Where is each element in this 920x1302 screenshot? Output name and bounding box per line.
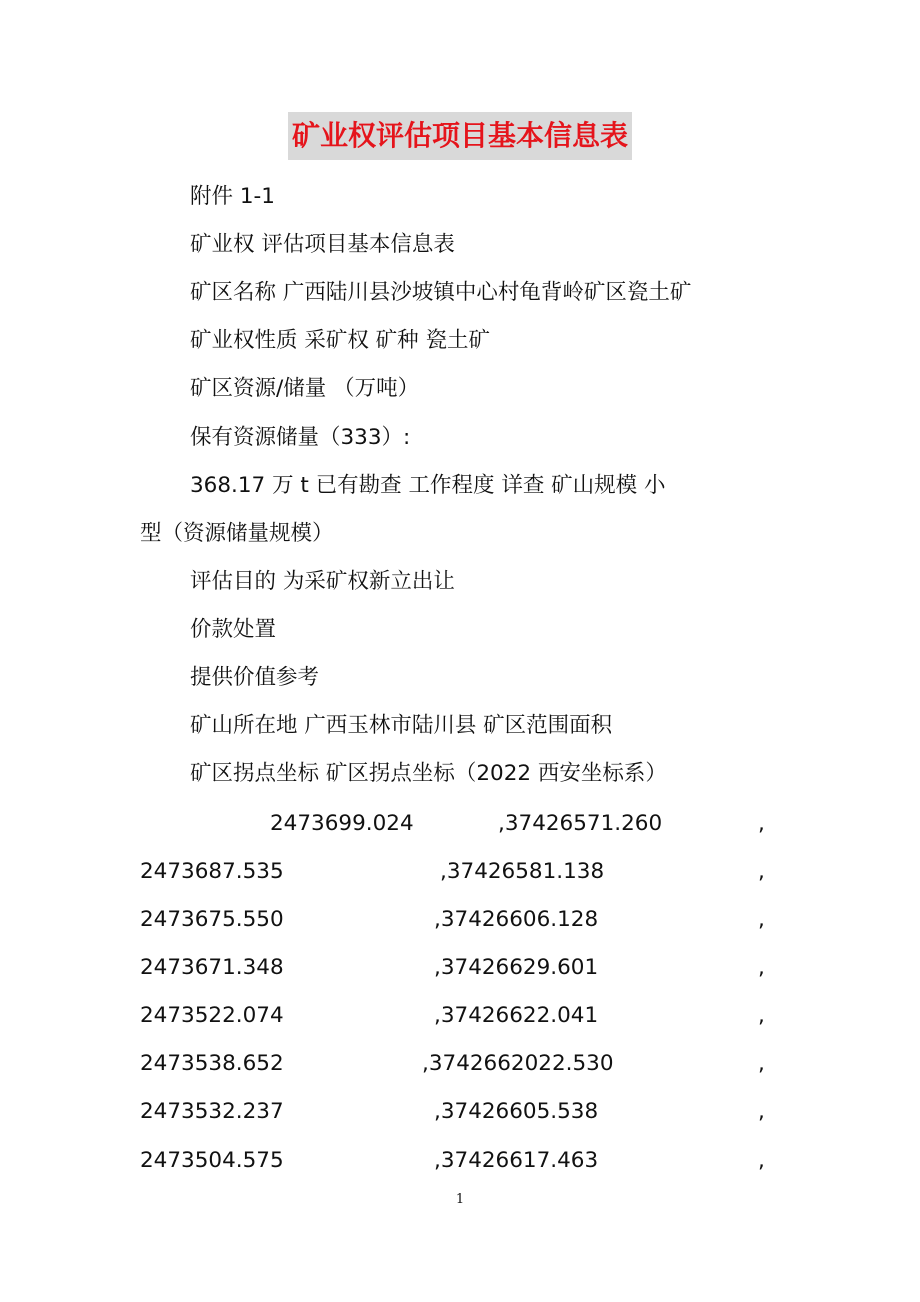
coord-row-2-y: ,37426581.138: [440, 859, 605, 884]
coord-row-6-x: 2473538.652: [140, 1051, 284, 1076]
coord-row-4-sep: ,: [758, 955, 765, 980]
coord-row-7-sep: ,: [758, 1099, 765, 1124]
coord-row-8-x: 2473504.575: [140, 1148, 284, 1173]
corner-coordinates-heading: 矿区拐点坐标 矿区拐点坐标（2022 西安坐标系）: [190, 761, 667, 786]
reserve-amount-line: 368.17 万 t 已有勘查 工作程度 详查 矿山规模 小: [190, 473, 666, 498]
mine-name-line: 矿区名称 广西陆川县沙坡镇中心村龟背岭矿区瓷土矿: [190, 280, 692, 305]
document-title: [0, 112, 920, 160]
reserve-scale-line: 型（资源储量规模）: [140, 521, 334, 546]
coord-row-8-sep: ,: [758, 1148, 765, 1173]
coord-row-5-sep: ,: [758, 1003, 765, 1028]
attachment-label: 附件 1-1: [190, 184, 275, 209]
page-number: 1: [455, 1192, 465, 1207]
reserve-heading-line: 矿区资源/储量 （万吨）: [190, 376, 420, 401]
coord-row-3-y: ,37426606.128: [434, 907, 599, 932]
mine-location-line: 矿山所在地 广西玉林市陆川县 矿区范围面积: [190, 713, 613, 738]
form-subtitle: 矿业权 评估项目基本信息表: [190, 232, 455, 257]
coord-row-5-y: ,37426622.041: [434, 1003, 599, 1028]
coord-row-8-y: ,37426617.463: [434, 1148, 599, 1173]
coord-row-3-x: 2473675.550: [140, 907, 284, 932]
price-disposal-line: 价款处置: [190, 617, 277, 642]
coord-row-1-x: 2473699.024: [270, 811, 414, 836]
coord-row-5-x: 2473522.074: [140, 1003, 284, 1028]
coord-row-3-sep: ,: [758, 907, 765, 932]
retained-reserve-line: 保有资源储量（333）:: [190, 425, 411, 450]
coord-row-1-y: ,37426571.260: [498, 811, 663, 836]
coord-row-6-sep: ,: [758, 1051, 765, 1076]
right-type-line: 矿业权性质 采矿权 矿种 瓷土矿: [190, 328, 491, 353]
coord-row-2-x: 2473687.535: [140, 859, 284, 884]
coord-row-4-y: ,37426629.601: [434, 955, 599, 980]
coord-row-6-y: ,3742662022.530: [422, 1051, 614, 1076]
evaluation-purpose-line: 评估目的 为采矿权新立出让: [190, 569, 455, 594]
document-title-text: 矿业权评估项目基本信息表: [288, 112, 632, 160]
coord-row-1-sep: ,: [758, 811, 765, 836]
coord-row-7-x: 2473532.237: [140, 1099, 284, 1124]
coord-row-7-y: ,37426605.538: [434, 1099, 599, 1124]
coord-row-2-sep: ,: [758, 859, 765, 884]
value-reference-line: 提供价值参考: [190, 665, 320, 690]
coord-row-4-x: 2473671.348: [140, 955, 284, 980]
